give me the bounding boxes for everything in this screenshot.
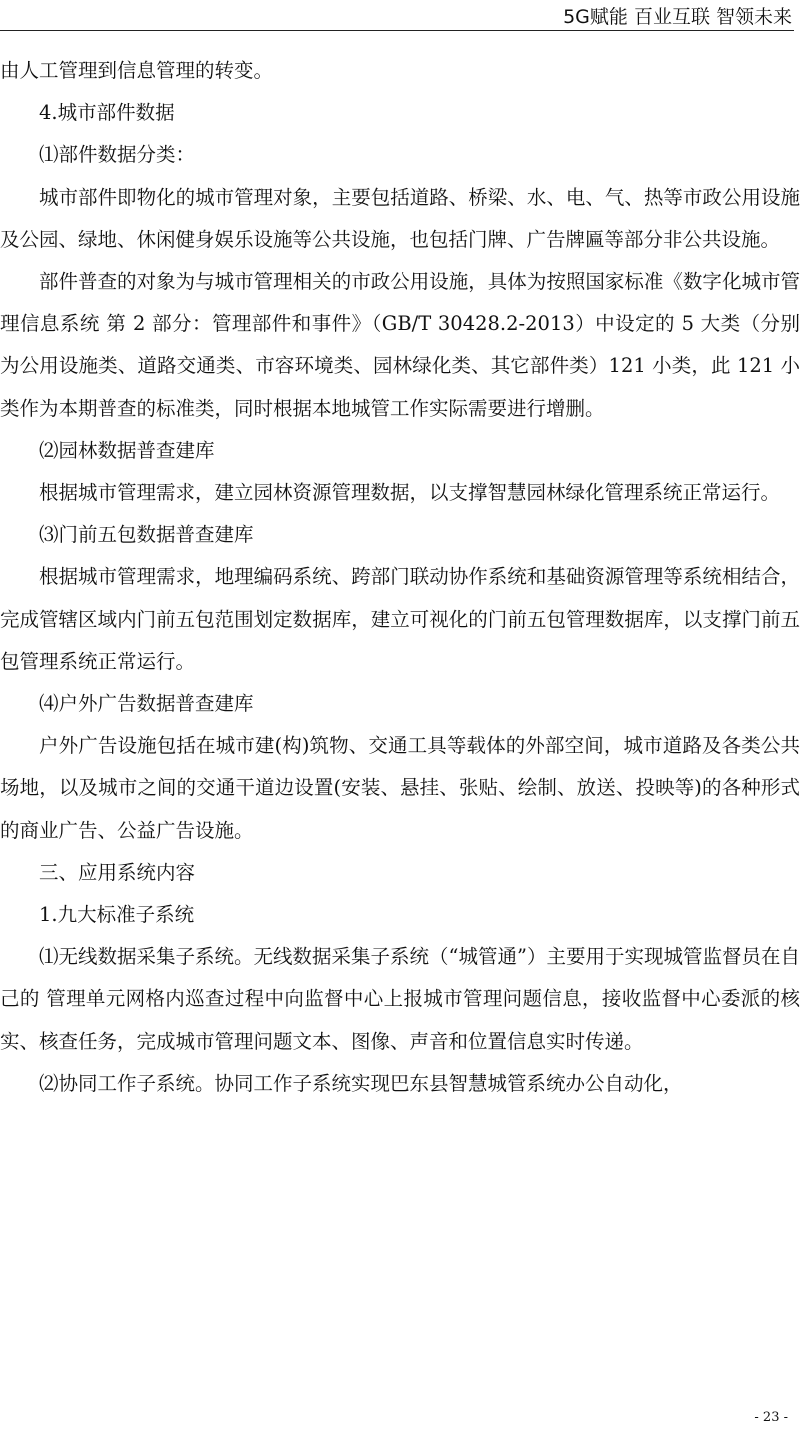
paragraph: 城市部件即物化的城市管理对象，主要包括道路、桥梁、水、电、气、热等市政公用设施及公园、绿地、休闲健身娱乐设施等公共设施，也包括门牌、广告牌匾等部分非公共设施。 [0, 185, 800, 251]
paragraph: ⑵协同工作子系统。协同工作子系统实现巴东县智慧城管系统办公自动化， [39, 1071, 683, 1095]
chapter-heading: 三、应用系统内容 [39, 860, 196, 884]
header-divider [0, 30, 794, 31]
section-heading: 4.城市部件数据 [39, 101, 175, 125]
subsection-heading: ⑷户外广告数据普查建库 [39, 692, 254, 716]
document-body [0, 50, 800, 1105]
subsection-heading: ⑵园林数据普查建库 [39, 438, 215, 462]
paragraph: 户外广告设施包括在城市建(构)筑物、交通工具等载体的外部空间，城市道路及各类公共场地，以及城市之间的交通干道边设置(安装、悬挂、张贴、绘制、放送、投映等)的各种形式的商业广告、公益广告设施。 [0, 734, 800, 842]
paragraph: 根据城市管理需求，地理编码系统、跨部门联动协作系统和基础资源管理等系统相结合，完成管辖区域内门前五包范围划定数据库，建立可视化的门前五包管理数据库，以支撑门前五包管理系统正常运行。 [0, 565, 800, 673]
paragraph: 部件普查的对象为与城市管理相关的市政公用设施，具体为按照国家标准《数字化城市管理信息系统 第 2 部分：管理部件和事件》（GB/T 30428.2-2013）中设定的 5 大类（分别为公用设施类、道路交通类、市容环境类、园林绿化类、其它部件类）121 小类，此 121 小类作为本期普查的标准类，同时根据本地城管工作实际需要进行增删。 [0, 270, 800, 420]
subsection-heading: ⑶门前五包数据普查建库 [39, 523, 254, 547]
paragraph: ⑴无线数据采集子系统。无线数据采集子系统（“城管通”）主要用于实现城管监督员在自己的 管理单元网格内巡查过程中向监督中心上报城市管理问题信息，接收监督中心委派的核实、核查任务，完成城市管理问题文本、图像、声音和位置信息实时传递。 [0, 945, 800, 1053]
header-title: 5G赋能 百业互联 智领未来 [563, 6, 792, 28]
subsection-heading: ⑴部件数据分类： [39, 143, 196, 167]
page-number: - 23 - [754, 1410, 788, 1425]
paragraph: 根据城市管理需求，建立园林资源管理数据，以支撑智慧园林绿化管理系统正常运行。 [39, 481, 781, 505]
paragraph: 由人工管理到信息管理的转变。 [0, 59, 274, 82]
section-heading: 1.九大标准子系统 [39, 903, 195, 927]
